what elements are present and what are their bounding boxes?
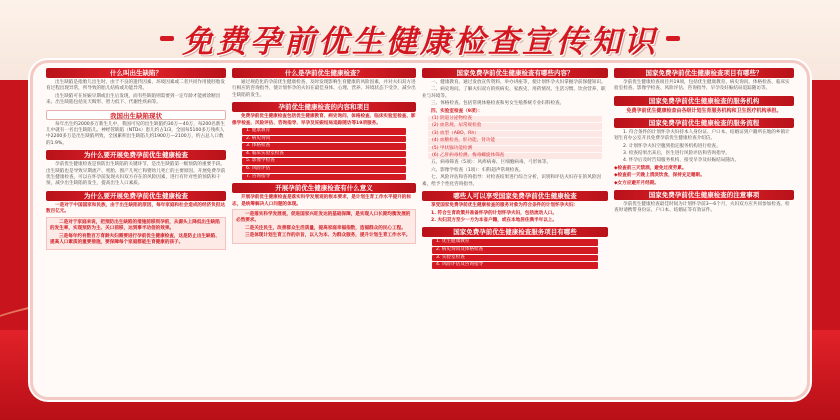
section-projects: [614, 68, 794, 93]
paragraph: 二是关注民生，改善群众生活质量，提高家庭幸福指数，造福群众的民心工程。: [245, 225, 406, 231]
highlight-box: [46, 217, 226, 251]
section-header: 为什么要开展免费孕前优生健康检查: [46, 150, 226, 160]
column-2: [232, 68, 416, 394]
paragraph: 出生缺陷可在妊娠早期或出生后发现，而有些缺陷则需要到一定年龄才能被诊断出来。出生缺陷包括先天畸形、智力低下、代谢性疾病等。: [46, 93, 221, 106]
paragraph: 二是对于家庭来说，把预防出生缺陷的措施前移到孕前，从源头上降低出生缺陷的发生率，实现预防为主、关口前移，达到事半功倍的效果。: [50, 219, 220, 232]
list-item: 3. 实验室检查: [432, 255, 598, 262]
section-header: 什么叫出生缺陷？: [46, 68, 226, 78]
section-birth-defect-definition: [46, 68, 226, 107]
list-item: (1) 阴道分泌物检查: [428, 116, 602, 122]
section-check-content: [232, 102, 416, 180]
section-header: 我国出生缺陷现状: [46, 110, 226, 120]
list-item: (3) 血型（ABO、Rh）: [428, 131, 602, 137]
list-item: 1. 健康教育: [242, 128, 406, 135]
paragraph: 三是体现计划生育工作的宗旨，以人为本、为群众服务，提升计划生育工作水平。: [245, 233, 411, 239]
column-4: [614, 68, 794, 394]
paragraph: 四、实验室检查（9项）：: [431, 108, 483, 114]
paragraph: 孕前优生健康检查项目共19项，包括优生健康教育、病史询问、体格检查、临床实验室检查、影像学检查、风险评估、咨询指导、早孕及妊娠结局追踪随访等。: [614, 80, 790, 92]
section-header: 国家免费孕前优生健康检查有哪些内容？: [422, 68, 608, 78]
paragraph: 三、体格检查。包括常规体格检查和男女生殖系统专业妇科检查。: [431, 101, 565, 107]
paragraph: 享受国家免费孕前优生健康检查的服务对象为符合条件的计划怀孕夫妇：: [431, 203, 579, 209]
highlight-box: [232, 209, 416, 244]
paragraph: 2. 计划怀孕夫妇空腹到指定服务机构进行检查。: [623, 143, 721, 149]
list-item: 6. 风险评估: [242, 166, 406, 173]
column-1: [46, 68, 226, 394]
highlight-line: ◆检查前三天禁酒，避免过度劳累。: [614, 165, 687, 171]
section-service-items: [422, 227, 608, 268]
section-check-items: [422, 68, 608, 188]
paragraph: 一是落实科学发展观，促进国家兴旺发达的基础保障，是实现人口长期均衡发展的必然要求。: [236, 212, 411, 224]
section-significance: [232, 183, 416, 243]
paragraph: 一是对于中国国家和民族，由于出生缺陷的原因，每年家庭和社会造成的经济负担达数百亿元。: [46, 202, 225, 215]
section-eligible-people: [422, 191, 608, 224]
section-header: 国家免费孕前优生健康检查项目有哪些？: [614, 68, 794, 78]
section-precautions: [614, 190, 794, 215]
column-3: [422, 68, 608, 394]
section-header: 国家免费孕前优生健康检查的注意事项: [614, 190, 794, 200]
paragraph: 六、影像学检查（1项）：妇科超声常规检查。: [431, 167, 524, 173]
list-item: (4) 血糖检查、肝功能、肾功能: [428, 138, 602, 144]
paragraph: 孕前优生健康检查最佳时间为计划怀孕前3—6个月，夫妇双方应共同参加检查。检查时请携带身份证、户口本、结婚证等有效证件。: [614, 202, 790, 214]
section-service-agency: [614, 96, 794, 115]
list-item: 1. 优生健康教育: [432, 239, 598, 246]
highlight-line: ◆女方应避开月经期。: [614, 180, 659, 186]
section-what-is-check: [232, 68, 416, 99]
paragraph: 1. 符合生育政策并准备怀孕的计划怀孕夫妇，包括流动人口。: [431, 210, 557, 216]
section-header: 孕前优生健康检查的内容和项目: [232, 102, 416, 112]
paragraph: 一、健康教育。通过发放宣传资料、举办讲座等，使计划怀孕夫妇掌握孕前保健知识。: [431, 80, 606, 85]
section-header: 什么是孕前优生健康检查？: [232, 68, 416, 78]
paragraph: 二、病史询问。了解夫妇双方的疾病史、家族史、用药情况、生活习惯、饮食营养、职业与环境等。: [422, 87, 606, 99]
section-why-check-1: [46, 150, 226, 188]
paragraph: 出生缺陷是指胎儿出生时，由于不良的遗传因素、环境因素或二者共同作用使胚胎发育过程出现异常，所导致的胎儿结构或功能异常。: [46, 80, 225, 92]
section-header: 国家免费孕前优生健康检查服务项目有哪些: [422, 227, 608, 237]
section-header: 国家免费孕前优生健康检查的服务机构: [614, 96, 794, 106]
list-item: 4. 风险评估及咨询指导: [432, 262, 598, 269]
paragraph: 免费孕前优生健康检查包括优生健康教育、病史询问、体格检查、临床实验室检查、影像学检查、风险评估、咨询指导、早孕及妊娠结局追踪随访等19项服务。: [232, 114, 416, 126]
paragraph: 1. 符合条件的计划怀孕夫妇持本人身份证、户口本、结婚证到户籍所在地的乡镇计划生育办公室开具免费孕前优生健康检查介绍信。: [614, 129, 790, 142]
section-header: 哪些人可以享受国家免费孕前优生健康检查: [422, 191, 608, 201]
paragraph: 4. 怀孕后及时告知服务机构，接受早孕及妊娠结局随访。: [623, 158, 740, 164]
paragraph: 七、风险评估和咨询指导：对检查结果进行综合分析，识别和评估夫妇存在的风险因素，给予个性化咨询指导。: [422, 175, 601, 187]
list-item: 4. 临床实验室检查: [242, 151, 406, 158]
list-item: 3. 体格检查: [242, 143, 406, 150]
paragraph: 每年出生约2000多万新生儿中，我国可见的出生缺陷约30万—40万，每200名新生儿中就有一名出生缺陷儿。神经管缺陷（NTDs）患儿约占1/3，全国每5100多万残疾人中2200多万是出生缺陷所致，全国累积出生缺陷儿约1900万—2100万，约占总人口数的1.9%。: [46, 121, 225, 146]
paragraph: 通过规范化的孕前优生健康检查，及时发现影响生育健康的风险因素，并对夫妇双方进行相应的咨询指导，使计划怀孕的夫妇在最佳身体、心理、营养、环境状态下受孕，减少出生缺陷的发生。: [232, 80, 416, 98]
section-header: 开展孕前优生健康检查有什么意义: [232, 183, 416, 193]
title-dash-left: [160, 36, 174, 41]
section-why-check-2: [46, 191, 226, 250]
paragraph: 孕前优生健康检查是预防出生缺陷的关键环节，是出生缺陷第一级预防的重要手段。出生缺陷也是导致早期流产、死胎、围产儿死亡和婴幼儿死亡的主要原因。开展免费孕前优生健康检查，可以在怀孕前发现夫妇双方存在的风险因素，进行有针对性的预防和干预，减少出生缺陷的发生，提高出生人口素质。: [46, 162, 226, 187]
list-item: 2. 病史询问: [242, 136, 406, 143]
list-item: 5. 影像学检查: [242, 158, 406, 165]
list-item: (5) 甲状腺功能检测: [428, 146, 602, 152]
section-header: 为什么要开展免费孕前优生健康检查: [46, 191, 226, 201]
section-birth-defect-status: [46, 110, 226, 148]
title-bar: [0, 16, 840, 60]
section-header: 国家免费孕前优生健康检查的服务流程: [614, 118, 794, 128]
title-dash-right: [666, 36, 680, 41]
list-item: (6) 乙肝病毒检测、梅毒螺旋体筛查: [428, 153, 602, 159]
list-item: 2. 病史询问及体格检查: [432, 247, 598, 254]
paragraph: 开展孕前优生健康检查是落实科学发展观的根本要求，是计划生育工作水平提升的标志，是统筹解决人口问题的体现。: [232, 195, 411, 207]
section-service-process: [614, 118, 794, 187]
highlight-line: ◆检查前一天晚上清淡饮食，保持充足睡眠。: [614, 173, 705, 179]
page-title: 免费孕前优生健康检查宣传知识: [182, 23, 658, 60]
paragraph: 三是每年约有数百万育龄夫妇需要进行孕前优生健康检查，这是防止出生缺陷、提高人口素质的重要措施，要保障每个家庭都能生育健康的孩子。: [50, 233, 220, 245]
paragraph: 3. 检查结果出来后，医生进行风险评估和咨询指导。: [623, 151, 730, 157]
list-item: (2) 血常规、尿常规检验: [428, 123, 602, 129]
list-item: 7. 咨询指导: [242, 174, 406, 181]
paragraph: 2. 夫妇双方至少一方为本省户籍，或在本地居住满半年以上。: [431, 217, 557, 223]
highlight-text: 免费孕前优生健康检查由各级计划生育服务机构和卫生医疗机构承担。: [626, 107, 782, 114]
paragraph: 五、病毒筛查（5项）：风疹病毒、巨细胞病毒、弓形体等。: [431, 160, 552, 166]
